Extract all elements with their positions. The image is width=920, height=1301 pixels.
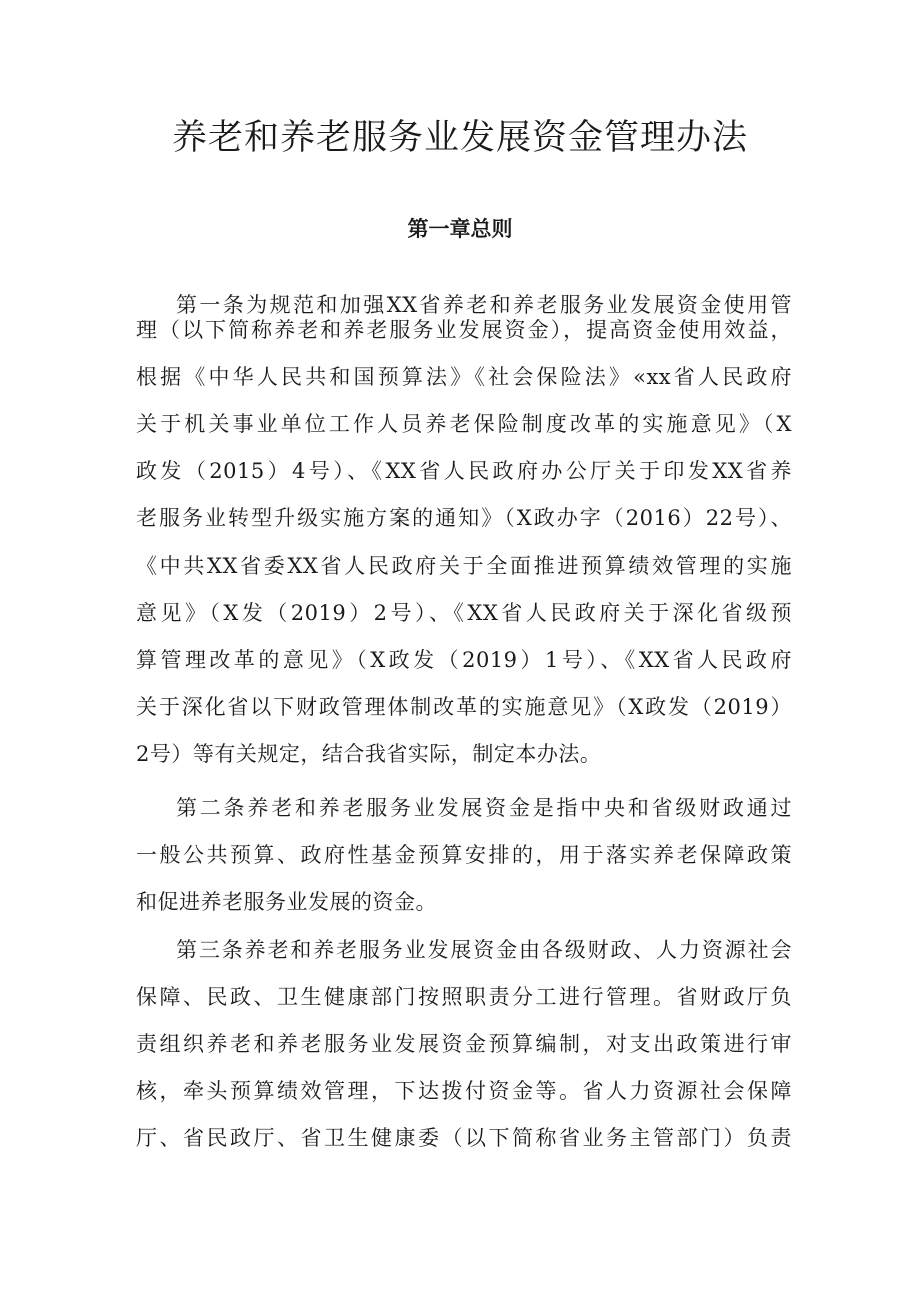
document-title: 养老和养老服务业发展资金管理办法 (171, 118, 748, 158)
paragraph-line: 关于深化省以下财政管理体制改革的实施意见》（X政发（2019） (136, 695, 792, 719)
paragraph-line: 第二条养老和养老服务业发展资金是指中央和省级财政通过 (176, 796, 792, 820)
paragraph-line: 和促进养老服务业发展的资金。 (136, 890, 437, 914)
paragraph-line: 老服务业转型升级实施方案的通知》（X政办字（2016）22号）、 (136, 506, 792, 530)
paragraph-line: 厅、省民政厅、省卫生健康委（以下简称省业务主管部门）负责 (136, 1126, 792, 1150)
paragraph-line: 理（以下简称养老和养老服务业发展资金），提高资金使用效益， (136, 318, 792, 342)
paragraph-line: 责组织养老和养老服务业发展资金预算编制，对支出政策进行审 (136, 1032, 792, 1056)
paragraph-line: 一般公共预算、政府性基金预算安排的，用于落实养老保障政策 (136, 843, 792, 867)
paragraph-line: 核，牵头预算绩效管理，下达拨付资金等。省人力资源社会保障 (136, 1079, 792, 1103)
paragraph-line: 根据《中华人民共和国预算法》《社会保险法》«xx省人民政府 (136, 365, 792, 389)
paragraph-line: 政发（2015）4号）、《XX省人民政府办公厅关于印发XX省养 (136, 459, 792, 483)
paragraph-line: 第三条养老和养老服务业发展资金由各级财政、人力资源社会 (176, 938, 792, 962)
paragraph-line: 《中共XX省委XX省人民政府关于全面推进预算绩效管理的实施 (136, 554, 792, 578)
paragraph-line: 算管理改革的意见》（X政发（2019）1号）、《XX省人民政府 (136, 648, 792, 672)
paragraph-line: 关于机关事业单位工作人员养老保险制度改革的实施意见》（X (136, 412, 792, 436)
chapter-heading: 第一章总则 (407, 216, 513, 241)
paragraph-line: 意见》（X发（2019）2号）、《XX省人民政府关于深化省级预 (136, 601, 792, 625)
paragraph-line: 2号）等有关规定，结合我省实际，制定本办法。 (136, 742, 602, 766)
paragraph-line: 第一条为规范和加强XX省养老和养老服务业发展资金使用管 (176, 293, 792, 317)
paragraph-line: 保障、民政、卫生健康部门按照职责分工进行管理。省财政厅负 (136, 985, 792, 1009)
